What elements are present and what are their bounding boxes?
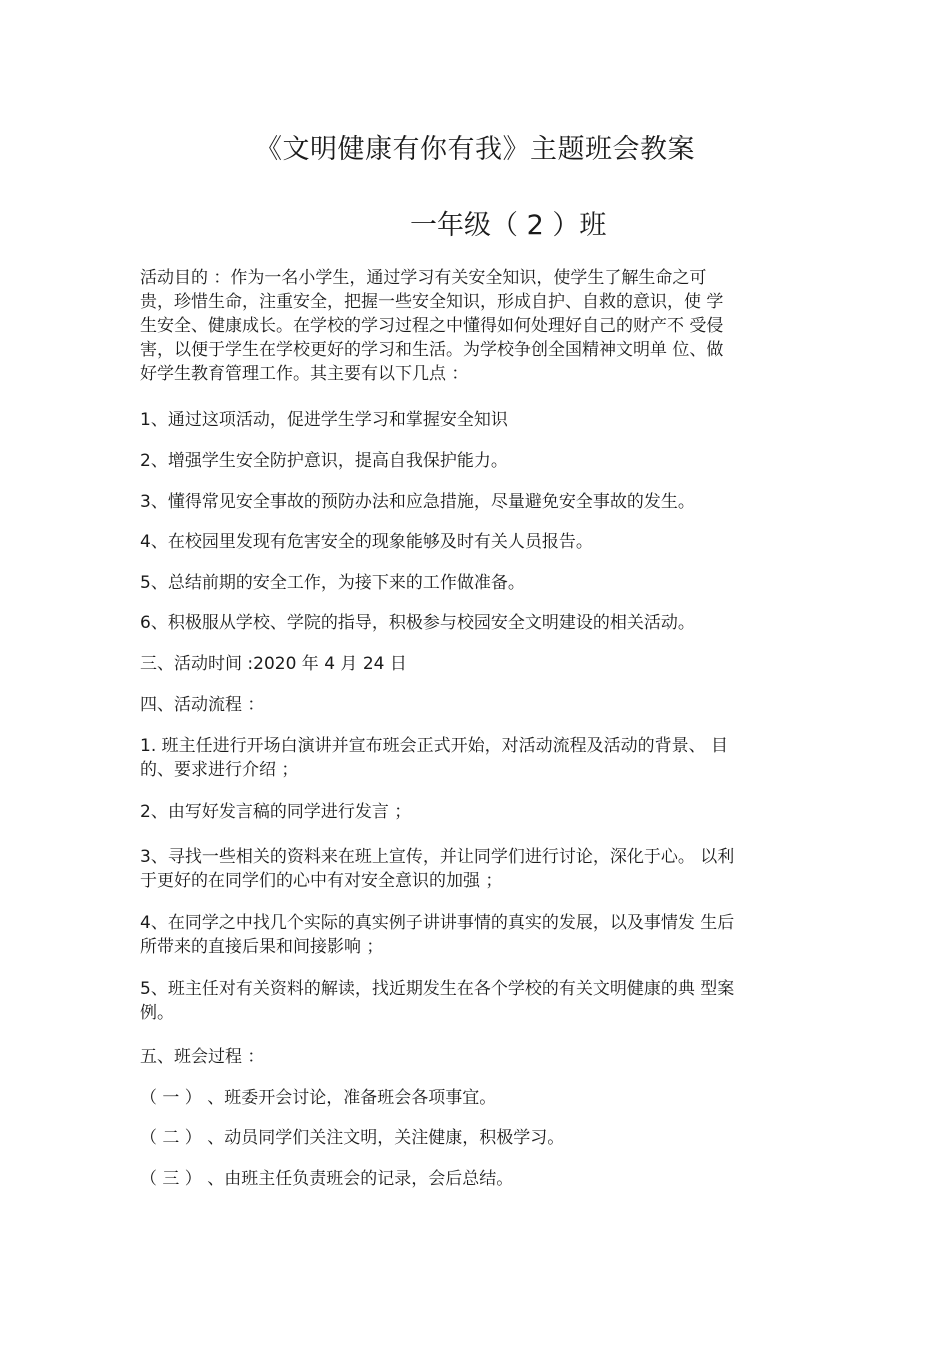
purpose-line: 生安全、健康成长。在学校的学习过程之中懂得如何处理好自己的财产不 受侵 (140, 316, 724, 336)
flow-item-line: 的、要求进行介绍 ； (140, 760, 299, 780)
goal-item: 6、积极服从学校、学院的指导，积极参与校园安全文明建设的相关活动。 (140, 613, 695, 633)
process-heading: 五、班会过程 ： (140, 1047, 265, 1067)
process-item: （ 二 ） 、动员同学们关注文明，关注健康，积极学习。 (140, 1128, 565, 1148)
flow-item (140, 977, 805, 1025)
goal-item: 5、总结前期的安全工作，为接下来的工作做准备。 (140, 573, 525, 593)
purpose-line: 害，以便于学生在学校更好的学习和生活。为学校争创全国精神文明单 位、做 (140, 340, 724, 360)
flow-item-line: 2、由写好发言稿的同学进行发言 ； (140, 802, 412, 822)
process-item: （ 一 ） 、班委开会讨论，准备班会各项事宜。 (140, 1088, 497, 1108)
goal-item: 4、在校园里发现有危害安全的现象能够及时有关人员报告。 (140, 532, 593, 552)
flow-item-line: 5、班主任对有关资料的解读，找近期发生在各个学校的有关文明健康的典 型案 (140, 979, 735, 999)
flow-item-line: 4、在同学之中找几个实际的真实例子讲讲事情的真实的发展，以及事情发 生后 (140, 913, 735, 933)
goal-item: 3、懂得常见安全事故的预防办法和应急措施，尽量避免安全事故的发生。 (140, 492, 695, 512)
flow-item-line: 1. 班主任进行开场白演讲并宣布班会正式开始，对活动流程及活动的背景、 目 (140, 736, 729, 756)
flow-item-line: 于更好的在同学们的心中有对安全意识的加强 ； (140, 871, 503, 891)
flow-item (140, 911, 805, 959)
flow-item-line: 3、寻找一些相关的资料来在班上宣传，并让同学们进行讨论，深化于心。 以利 (140, 847, 735, 867)
goal-item: 2、增强学生安全防护意识，提高自我保护能力。 (140, 451, 508, 471)
purpose-line: 好学生教育管理工作。其主要有以下几点 ： (140, 364, 469, 384)
purpose-line: 活动目的 ：作为一名小学生，通过学习有关安全知识，使学生了解生命之可 (140, 268, 707, 288)
purpose-line: 贵，珍惜生命，注重安全，把握一些安全知识，形成自护、自救的意识，使 学 (140, 292, 724, 312)
flow-heading: 四、活动流程 ： (140, 695, 265, 715)
flow-item (140, 800, 805, 824)
purpose-paragraph (140, 266, 805, 386)
flow-item-line: 例。 (140, 1003, 174, 1023)
class-label: 一年级（ 2 ）班 (410, 210, 607, 241)
flow-item (140, 845, 805, 893)
process-item: （ 三 ） 、由班主任负责班会的记录，会后总结。 (140, 1169, 514, 1189)
flow-item-line: 所带来的直接后果和间接影响 ； (140, 937, 384, 957)
goal-item: 1、通过这项活动，促进学生学习和掌握安全知识 (140, 410, 508, 430)
flow-item (140, 734, 805, 782)
activity-time: 三、活动时间 :2020 年 4 月 24 日 (140, 654, 407, 674)
document-title: 《文明健康有你有我》主题班会教案 (255, 134, 695, 165)
